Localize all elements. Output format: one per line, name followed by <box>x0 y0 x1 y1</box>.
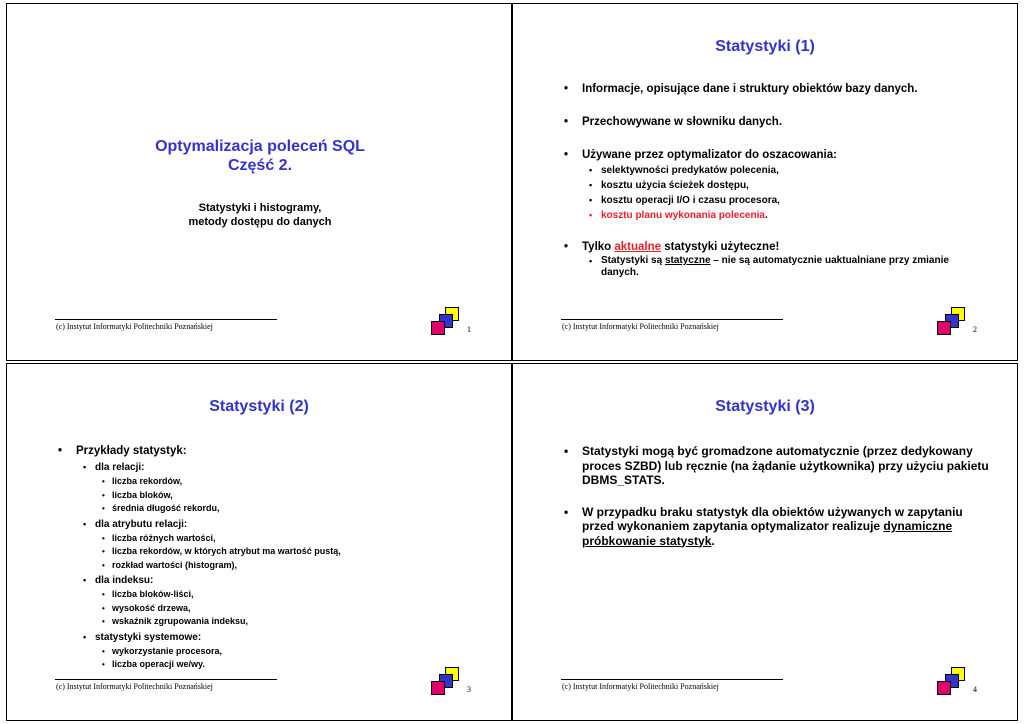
sub-list-item: • statystyki systemowe: <box>76 630 483 645</box>
slide-3 <box>6 363 512 721</box>
list-item: • Statystyki mogą być gromadzone automatycznie (przez dedykowany proces SZBD) lub ręcznie (na żądanie użytkownika) przy użyciu pakietu DBMS_STATS. <box>561 444 989 488</box>
footer-divider <box>55 319 277 320</box>
slide-title: Statystyki (1) <box>715 38 815 55</box>
slide-4 <box>512 363 1018 721</box>
sub-list-item: • dla relacji: <box>76 460 483 475</box>
sub-list-item: • dla atrybutu relacji: <box>76 517 483 532</box>
sub-sub-list-item: • liczba operacji we/wy. <box>76 658 483 672</box>
sub-list-item: • dla indeksu: <box>76 573 483 588</box>
sub-sub-list-item: • liczba różnych wartości, <box>76 532 483 546</box>
sub-sub-list-item: • liczba rekordów, <box>76 475 483 489</box>
logo-squares-icon <box>431 307 463 339</box>
cover-title: Optymalizacja poleceń SQL Część 2. <box>155 138 365 174</box>
list-item: • Używane przez optymalizator do oszacowania: • selektywności predykatów polecenia, • kosztu użycia ścieżek dostępu, • kosztu operacji I/O i czasu procesora, • kosztu planu wykonania polecenia. <box>561 148 989 223</box>
logo-squares-icon <box>431 667 463 699</box>
sub-list-item-highlight: • kosztu planu wykonania polecenia. <box>582 208 989 223</box>
footer-divider <box>55 679 277 680</box>
sub-sub-list-item: • liczba bloków-liści, <box>76 588 483 602</box>
slide-title: Statystyki (2) <box>209 398 309 415</box>
sub-list-item: • Statystyki są statyczne – nie są automatycznie uaktualniane przy zmianie danych. <box>582 255 989 279</box>
sub-sub-list-item: • rozkład wartości (histogram), <box>76 559 483 573</box>
page-number: 2 <box>973 325 977 334</box>
slide-1 <box>6 3 512 361</box>
sub-sub-list-item: • wysokość drzewa, <box>76 602 483 616</box>
sub-list-item: • kosztu operacji I/O i czasu procesora, <box>582 193 989 208</box>
footer-text: (c) Instytut Informatyki Politechniki Poznańskiej <box>562 682 719 691</box>
sub-sub-list-item: • wykorzystanie procesora, <box>76 645 483 659</box>
list-item: • Przykłady statystyk: • dla relacji: • liczba rekordów, • liczba bloków, • średnia długość rekordu, • dla atrybutu relacji: • liczba różnych wartości, • liczba rekordów, w których atrybut ma wartość pustą, • rozkład wartości (histogram), • dla indeksu: • liczba bloków-liści, • wysokość drzewa, • wskaźnik zgrupowania indeksu, • statystyki systemowe: • wykorzystanie procesora, • liczba operacji we/wy. <box>55 444 483 672</box>
logo-squares-icon <box>937 667 969 699</box>
cover-subtitle: Statystyki i histogramy, metody dostępu do danych <box>188 202 332 228</box>
page-number: 4 <box>973 685 977 694</box>
page-number: 1 <box>467 325 471 334</box>
highlight-word: aktualne <box>614 241 662 253</box>
footer-divider <box>561 679 783 680</box>
list-item: • W przypadku braku statystyk dla obiektów używanych w zapytaniu przed wykonaniem zapytania optymalizator realizuje dynamiczne próbkowanie statystyk. <box>561 505 989 549</box>
slide-2 <box>512 3 1018 361</box>
logo-squares-icon <box>937 307 969 339</box>
slide-body <box>561 444 989 548</box>
sub-sub-list-item: • liczba rekordów, w których atrybut ma wartość pustą, <box>76 545 483 559</box>
slide-body <box>55 444 483 672</box>
footer-divider <box>561 319 783 320</box>
sub-list-item: • kosztu użycia ścieżek dostępu, <box>582 178 989 193</box>
list-item: • Tylko aktualne statystyki użyteczne! • Statystyki są statyczne – nie są automatycznie uaktualniane przy zmianie danych. <box>561 240 989 279</box>
sub-sub-list-item: • wskaźnik zgrupowania indeksu, <box>76 615 483 629</box>
footer-text: (c) Instytut Informatyki Politechniki Poznańskiej <box>56 682 213 691</box>
slide-body <box>561 82 989 279</box>
slide-title: Statystyki (3) <box>715 398 815 415</box>
page-number: 3 <box>467 685 471 694</box>
sub-list-item: • selektywności predykatów polecenia, <box>582 163 989 178</box>
sub-sub-list-item: • średnia długość rekordu, <box>76 502 483 516</box>
list-item: • Informacje, opisujące dane i struktury obiektów bazy danych. <box>561 82 989 96</box>
list-item: • Przechowywane w słowniku danych. <box>561 115 989 129</box>
footer-text: (c) Instytut Informatyki Politechniki Poznańskiej <box>562 322 719 331</box>
footer-text: (c) Instytut Informatyki Politechniki Poznańskiej <box>56 322 213 331</box>
sub-sub-list-item: • liczba bloków, <box>76 489 483 503</box>
